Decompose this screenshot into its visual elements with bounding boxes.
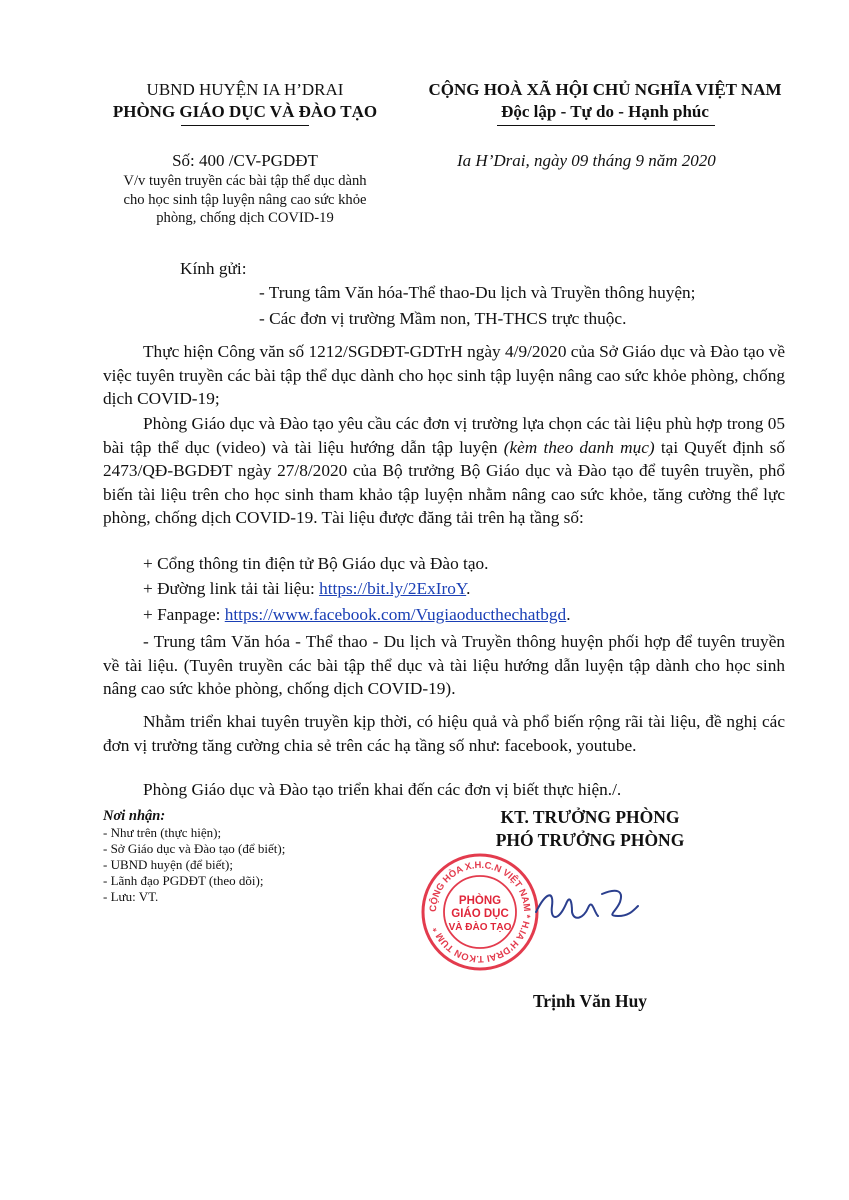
recipient-item: - Trung tâm Văn hóa-Thể thao-Du lịch và Truyền thông huyện; (259, 283, 696, 302)
national-motto: Độc lập - Tự do - Hạnh phúc (501, 102, 709, 121)
national-header (400, 79, 810, 123)
signature-line-1: KT. TRƯỞNG PHÒNG (500, 807, 680, 827)
cc-item: - Lãnh đạo PGDĐT (theo dõi); (103, 873, 264, 888)
recipient-item: - Các đơn vị trường Mầm non, TH-THCS trực thuộc. (259, 308, 627, 328)
signature-line-2: PHÓ TRƯỞNG PHÒNG (495, 830, 685, 850)
signature-title (440, 806, 740, 852)
recipients-label: Kính gửi: (180, 259, 247, 278)
cc-item: - Sở Giáo dục và Đào tạo (để biết); (103, 841, 286, 856)
bullet-portal: + Cổng thông tin điện tử Bộ Giáo dục và Đào tạo. (143, 554, 489, 573)
recipients-list (259, 281, 789, 330)
seal-center-line-2: GIÁO DỤC (451, 908, 509, 920)
handwritten-signature (528, 872, 658, 942)
subject-line: phòng, chống dịch COVID-19 (156, 210, 334, 226)
cc-item: - Lưu: VT. (103, 889, 159, 904)
signer-name: Trịnh Văn Huy (532, 991, 648, 1011)
agency-underline (181, 125, 309, 126)
paragraph-1: Thực hiện Công văn số 1212/SGDĐT-GDTrH ngày 4/9/2020 của Sở Giáo dục và Đào tạo về việc tuyên truyền các bài tập thể dục dành cho học sinh tập luyện nâng cao sức khỏe phòng, chống dịch COVID-19; (103, 342, 785, 409)
agency-parent: UBND HUYỆN IA H’DRAI (146, 80, 344, 99)
agency-header (95, 79, 395, 123)
bullet-fanpage (143, 603, 571, 627)
cc-recipients (103, 808, 433, 905)
paragraph-2 (103, 412, 785, 530)
cc-item: - Như trên (thực hiện); (103, 825, 222, 840)
download-link[interactable]: https://bit.ly/2ExIroY (319, 579, 467, 598)
paragraph-2-italic: (kèm theo danh mục) (503, 437, 655, 457)
signature-stroke (536, 891, 638, 918)
bullet-fanpage-end: . (566, 605, 571, 624)
seal-center-line-1: PHÒNG (458, 895, 502, 907)
paragraph-5: Phòng Giáo dục và Đào tạo triển khai đến các đơn vị biết thực hiện./. (143, 780, 622, 799)
paragraph-3: - Trung tâm Văn hóa - Thể thao - Du lịch và Truyền thông huyện phối hợp để tuyên truyền về tài liệu. (Tuyên truyền các bài tập thể dục và tài liệu hướng dẫn luyện tập dành cho học sinh nâng cao sức khỏe phòng, chống dịch COVID-19). (103, 632, 785, 699)
paragraph-4: Nhằm triển khai tuyên truyền kịp thời, có hiệu quả và phổ biến rộng rãi tài liệu, đề nghị các đơn vị trường tăng cường chia sẻ trên các hạ tầng số như: facebook, youtube. (103, 712, 785, 755)
document-date: Ia H’Drai, ngày 09 tháng 9 năm 2020 (457, 151, 716, 170)
national-title: CỘNG HOÀ XÃ HỘI CHỦ NGHĨA VIỆT NAM (428, 80, 782, 99)
agency-name: PHÒNG GIÁO DỤC VÀ ĐÀO TẠO (112, 102, 378, 121)
seal-ring-textpath: CỘNG HÒA X.H.C.N VIỆT NAM * H.IA H’DRAI T.KON TUM * (427, 859, 533, 965)
bullet-download-label: + Đường link tải tài liệu: (143, 579, 320, 598)
paragraph-2-text: Phòng Giáo dục và Đào tạo yêu cầu các đơn vị trường lựa chọn các tài liệu phù hợp trong 05 bài tập thể dục (video) và tài liệu hướng dẫn tập luyện (103, 414, 785, 457)
cc-title: Nơi nhận: (103, 808, 166, 824)
bullet-download-end: . (466, 579, 471, 598)
subject-line: cho học sinh tập luyện nâng cao sức khỏe (123, 191, 367, 208)
bullet-fanpage-label: + Fanpage: (143, 605, 225, 624)
subject-line: V/v tuyên truyền các bài tập thể dục dành (123, 173, 367, 189)
official-seal (420, 852, 540, 972)
cc-item: - UBND huyện (để biết); (103, 857, 233, 872)
document-subject (90, 172, 400, 228)
document-number: Số: 400 /CV-PGDĐT (172, 151, 318, 170)
paragraph-2-text-cont: tại Quyết định số 2473/QĐ-BGDĐT ngày 27/8/2020 của Bộ trưởng Bộ Giáo dục và Đào tạo để tuyên truyền, phổ biến tài liệu trên cho học sinh tham khảo tập luyện nhằm nâng cao sức khỏe, tăng cường thể lực phòng, chống dịch COVID-19. Tài liệu được đăng tải trên hạ tầng số: (103, 437, 785, 528)
bullet-download (143, 577, 470, 601)
seal-center-line-3: VÀ ĐÀO TẠO (448, 922, 512, 933)
motto-underline (497, 125, 715, 126)
fanpage-link[interactable]: https://www.facebook.com/Vugiaoducthechatbgd (224, 605, 567, 624)
